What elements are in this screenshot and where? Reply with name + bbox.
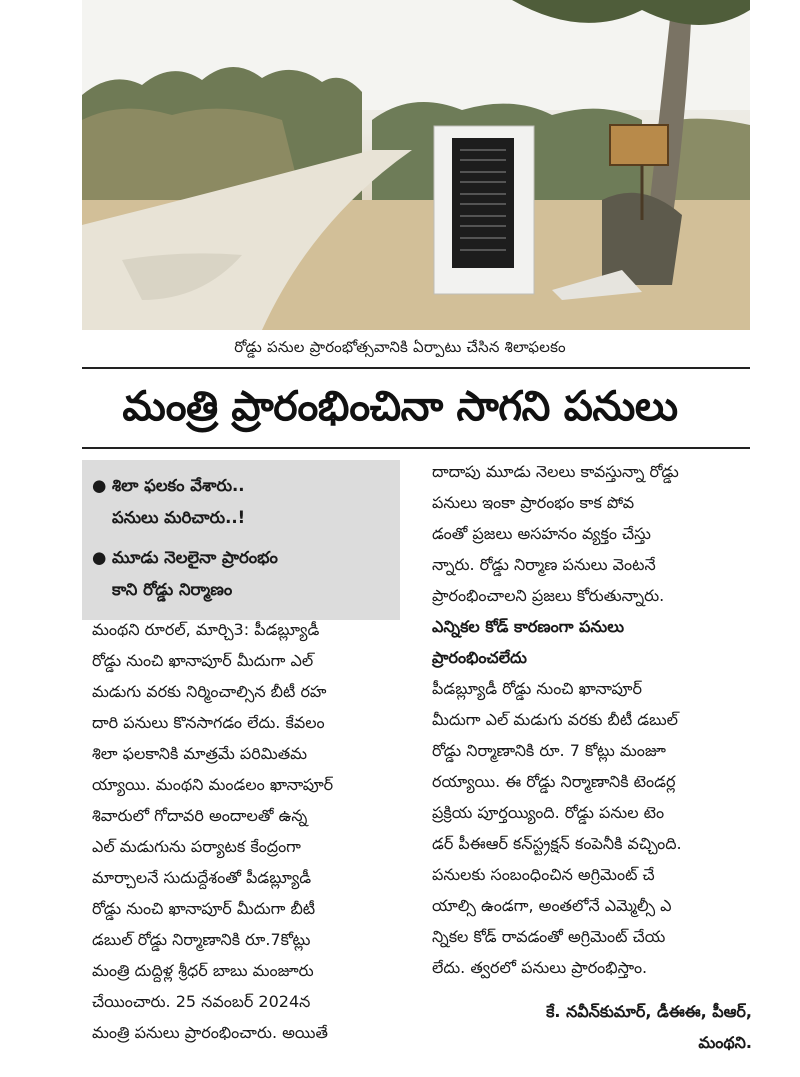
photo-caption: రోడ్డు పనుల ప్రారంభోత్సవానికి ఏర్పాటు చేసిన శిలాఫలకం [234, 338, 566, 356]
text-line: పనులకు సంబంధించిన అగ్రిమెంట్ చే [432, 865, 655, 884]
news-photo [82, 0, 750, 330]
signature-place: మంథని. [698, 1033, 752, 1052]
text-line: ప్రారంభించాలని ప్రజలు కోరుతున్నారు. [432, 586, 665, 605]
text-line: న్నికల కోడ్ రావడంతో అగ్రిమెంట్ చేయ [432, 927, 666, 946]
text-line: దాదాపు మూడు నెలలు కావస్తున్నా రోడ్డు [432, 462, 679, 481]
headline: మంత్రి ప్రారంభించినా సాగని పనులు [122, 382, 678, 430]
text-line: పీడబ్ల్యూడీ రోడ్డు నుంచి ఖానాపూర్ [432, 679, 642, 698]
highlight-line: మూడు నెలలైనా ప్రారంభం [112, 548, 278, 567]
highlights-box [82, 460, 400, 620]
text-line: య్యాయి. మంథని మండలం ఖానాపూర్ [92, 775, 334, 794]
text-line: మంథని రూరల్, మార్చి3: పీడబ్ల్యూడీ [92, 620, 320, 639]
subheading: ఎన్నికల కోడ్ కారణంగా పనులు [432, 617, 625, 636]
bullet-icon: ● [92, 548, 107, 567]
text-line: రోడ్డు నుంచి ఖానాపూర్ మీదుగా బీటీ [92, 899, 316, 918]
highlight-line: పనులు మరిచారు..! [112, 508, 246, 527]
text-line: చేయించారు. 25 నవంబర్ 2024న [92, 992, 311, 1011]
article-left-column [92, 614, 398, 1048]
text-line: రోడ్డు నిర్మాణానికి రూ. 7 కోట్లు మంజూ [432, 741, 666, 760]
text-line: ఎల్ మడుగును పర్యాటక కేంద్రంగా [92, 837, 301, 856]
text-line: లేదు. త్వరలో పనులు ప్రారంభిస్తాం. [432, 958, 648, 977]
signature-name: కే. నవీన్‌కుమార్, డీఈఈ, పీఆర్, [546, 1002, 752, 1021]
text-line: మీదుగా ఎల్ మడుగు వరకు బీటీ డబుల్ [432, 710, 678, 729]
text-line: దారి పనులు కొనసాగడం లేదు. కేవలం [92, 713, 325, 732]
text-line: న్నారు. రోడ్డు నిర్మాణ పనులు వెంటనే [432, 555, 656, 574]
divider-top [82, 367, 750, 369]
subheading: ప్రారంభించలేదు [432, 648, 527, 667]
bullet-icon: ● [92, 476, 107, 495]
divider-bottom [82, 447, 750, 449]
text-line: శివారులో గోదావరి అందాలతో ఉన్న [92, 806, 308, 825]
text-line: డర్ పీఈఆర్ కన్‌స్ట్రక్షన్ కంపెనీకి వచ్చింది. [432, 834, 682, 853]
text-line: రోడ్డు నుంచి ఖానాపూర్ మీదుగా ఎల్ [92, 651, 314, 670]
text-line: మడుగు వరకు నిర్మించాల్సిన బీటీ రహ [92, 682, 327, 701]
text-line: మంత్రి పనులు ప్రారంభించారు. అయితే [92, 1023, 328, 1042]
text-line: రయ్యాయి. ఈ రోడ్డు నిర్మాణానికి టెండర్ల [432, 772, 676, 791]
article-right-column [432, 456, 758, 983]
highlight-item [92, 542, 278, 606]
text-line: డబుల్ రోడ్డు నిర్మాణానికి రూ.7కోట్లు [92, 930, 311, 949]
highlight-line: శిలా ఫలకం వేశారు.. [112, 476, 245, 495]
road-foundation-stone-photo [82, 0, 750, 330]
highlight-line: కాని రోడ్డు నిర్మాణం [112, 580, 233, 599]
text-line: డంతో ప్రజలు అసహనం వ్యక్తం చేస్తు [432, 524, 651, 543]
text-line: మార్చాలనే సుదుద్దేశంతో పీడబ్ల్యూడీ [92, 868, 312, 887]
text-line: ప్రక్రియ పూర్తయ్యింది. రోడ్డు పనుల టెం [432, 803, 665, 822]
text-line: మంత్రి దుద్దిళ్ల శ్రీధర్ బాబు మంజూరు [92, 961, 314, 980]
text-line: యాల్సి ఉండగా, అంతలోనే ఎమ్మెల్సీ ఎ [432, 896, 672, 915]
highlight-item [92, 470, 245, 534]
text-line: శిలా ఫలకానికి మాత్రమే పరిమితమ [92, 744, 308, 763]
text-line: పనులు ఇంకా ప్రారంభం కాక పోవ [432, 493, 635, 512]
